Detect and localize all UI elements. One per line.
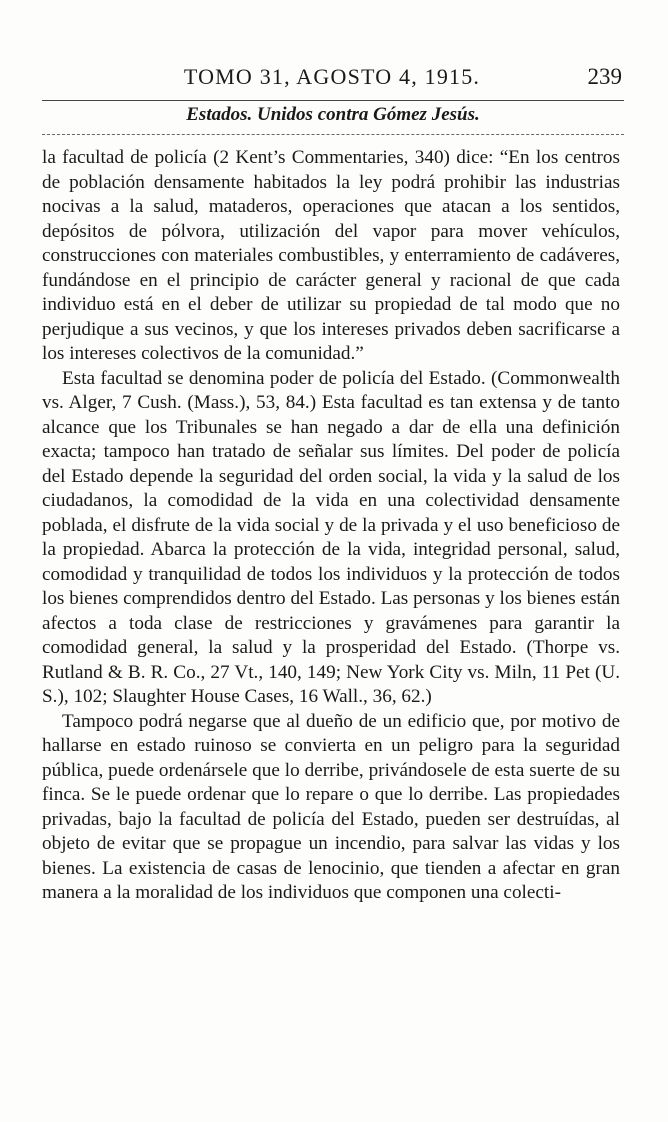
case-title: Estados. Unidos contra Gómez Jesús. bbox=[186, 104, 480, 125]
body-text bbox=[42, 146, 620, 906]
header-rule bbox=[42, 100, 624, 101]
case-title-rule bbox=[42, 134, 624, 135]
paragraph: Esta facultad se denomina poder de policía del Estado. (Commonwealth vs. Alger, 7 Cush. (Mass.), 53, 84.) Esta facultad es tan extensa y de tanto alcance que los Tribunales se han negado a dar de ella una definición exacta; tampoco han tratado de señalar sus límites. Del poder de policía del Estado depende la seguridad del orden social, la vida y la salud de los ciudadanos, la comodidad de la vida en una colectividad densamente poblada, el disfrute de la vida social y de la privada y el uso beneficioso de la propiedad. Abarca la protección de la vida, integridad personal, salud, comodidad y tranquilidad de todos los individuos y la protección de todos los bienes comprendidos dentro del Estado. Las personas y los bienes están afectos a toda clase de restricciones y gravámenes para garantir la comodidad general, la salud y la prosperidad del Estado. (Thorpe vs. Rutland & B. R. Co., 27 Vt., 140, 149; New York City vs. Miln, 11 Pet (U. S.), 102; Slaughter House Cases, 16 Wall., 36, 62.) bbox=[42, 367, 620, 707]
page-number: 239 bbox=[587, 64, 622, 89]
paragraph: Tampoco podrá negarse que al dueño de un edificio que, por motivo de hallarse en estado ruinoso se convierta en un peligro para la seguridad pública, puede ordenársele que lo derribe, privándosele de esta suerte de su finca. Se le puede ordenar que lo repare o que lo derribe. Las propiedades privadas, bajo la facultad de policía del Estado, pueden ser destruídas, al objeto de evitar que se propague un incendio, para salvar las vidas y los bienes. La existencia de casas de lenocinio, que tienden a afectar en gran manera a la moralidad de los individuos que componen una colecti- bbox=[42, 710, 620, 903]
page-header bbox=[42, 64, 622, 98]
paragraph: la facultad de policía (2 Kent’s Commentaries, 340) dice: “En los centros de población densamente habitados la ley podrá prohibir las industrias nocivas a la salud, mataderos, operaciones que atacan a los sentidos, depósitos de pólvora, utilización del vapor para mover vehículos, construcciones con materiales combustibles, y enterramiento de cadáveres, fundándose en el principio de carácter general y racional de que cada individuo está en el deber de utilizar su propiedad de tal modo que no perjudique a sus vecinos, y que los intereses privados deben sacrificarse a los intereses colectivos de la comunidad.” bbox=[42, 147, 620, 364]
volume-date-heading: TOMO 31, AGOSTO 4, 1915. bbox=[183, 64, 481, 89]
